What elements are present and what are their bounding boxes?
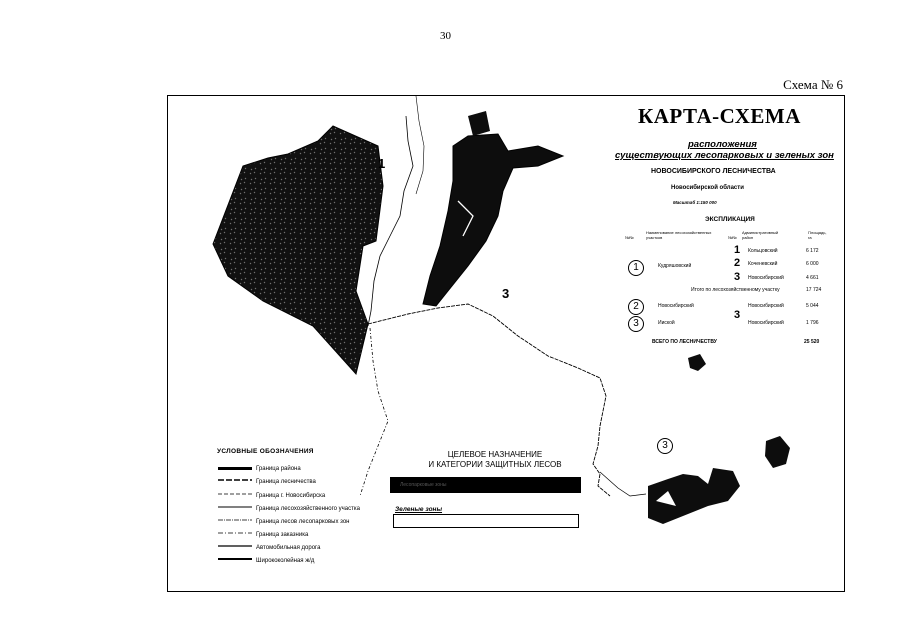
explication-row-num: 3 (734, 271, 741, 283)
explication-row-num: 1 (734, 244, 741, 256)
map-frame (167, 95, 845, 592)
categories-title-line1: ЦЕЛЕВОЕ НАЗНАЧЕНИЕ (447, 450, 543, 459)
explication-row-circle: 2 (628, 299, 644, 315)
categories-title (415, 450, 575, 470)
legend-item: Граница г. Новосибирска (256, 493, 326, 499)
explication-row-district: Кольцовский (748, 248, 778, 254)
explication-row-area: 6 172 (806, 248, 819, 254)
legend-item: Граница лесничества (256, 479, 316, 485)
green-zones-box (393, 514, 579, 528)
map-subtitle-line1: расположения (688, 139, 757, 150)
page-number: 30 (440, 30, 451, 42)
categories-bar: Лесопарковые зоны (390, 477, 581, 493)
scheme-number: Схема № 6 (783, 77, 843, 92)
map-scale: Масштаб 1:150 000 (673, 200, 717, 205)
explication-header-no: №№ (625, 235, 634, 240)
explication-title: ЭКСПЛИКАЦИЯ (705, 216, 755, 223)
forest-patch-right-2 (765, 436, 790, 468)
legend-item: Граница лесов лесопарковых зон (256, 519, 350, 525)
legend-item: Ширококолейная ж/д (256, 558, 315, 564)
explication-subtotal-value: 17 724 (806, 287, 822, 293)
explication-row-circle: 1 (628, 260, 644, 276)
explication-row-area: 6 000 (806, 261, 819, 267)
explication-row-area: 4 661 (806, 275, 819, 281)
explication-total-label: ВСЕГО ПО ЛЕСНИЧЕСТВУ (652, 339, 717, 345)
explication-header-name: Наименование лесохозяйственных участков (646, 230, 712, 240)
legend-title: УСЛОВНЫЕ ОБОЗНАЧЕНИЯ (217, 448, 314, 455)
explication-row-district: Новосибирский (748, 303, 784, 309)
forest-patch-right-1 (648, 468, 740, 524)
explication-row-district: Новосибирский (748, 275, 784, 281)
legend-item: Граница лесохозяйственного участка (256, 506, 360, 512)
categories-title-line2: И КАТЕГОРИИ ЗАЩИТНЫХ ЛЕСОВ (428, 460, 562, 469)
explication-row-num: 3 (734, 309, 741, 321)
explication-total-value: 25 520 (804, 339, 820, 345)
forest-patch-right-3 (688, 354, 706, 371)
explication-row-area: 5 044 (806, 303, 819, 309)
zone-label: 1 (378, 156, 386, 171)
map-title: КАРТА-СХЕМА (638, 104, 801, 128)
legend-item: Автомобильная дорога (256, 545, 321, 551)
map-subtitle-line2: существующих лесопарковых и зеленых зон (615, 150, 834, 161)
explication-row-name: Новосибирский (658, 303, 694, 309)
forest-zone-left (213, 126, 386, 374)
explication-row-name: Кудряшовский (658, 263, 692, 269)
explication-row-district: Новосибирский (748, 320, 784, 326)
explication-row-district: Коченевский (748, 261, 778, 267)
explication-row-name: Ииской (658, 320, 675, 326)
zone-label: 3 (502, 286, 510, 301)
region-name: Новосибирской области (671, 185, 744, 191)
legend-item: Граница заказника (256, 532, 309, 538)
legend-item: Граница района (256, 466, 301, 472)
explication-subtotal-label: Итого по лесохозяйственному участку (691, 287, 780, 293)
explication-header-no2: №№ (728, 235, 737, 240)
forestry-name: НОВОСИБИРСКОГО ЛЕСНИЧЕСТВА (651, 168, 776, 175)
forest-zone-center (423, 134, 563, 306)
green-zones-title: Зеленые зоны (395, 506, 443, 513)
explication-row-area: 1 796 (806, 320, 819, 326)
explication-header-area: Площадь, га (808, 230, 827, 240)
explication-row-circle: 3 (628, 316, 644, 332)
legend-symbols (216, 466, 256, 566)
zone-circle-label: 3 (657, 438, 673, 454)
explication-row-num: 2 (734, 257, 741, 269)
explication-header-district: Административный район (742, 230, 779, 240)
